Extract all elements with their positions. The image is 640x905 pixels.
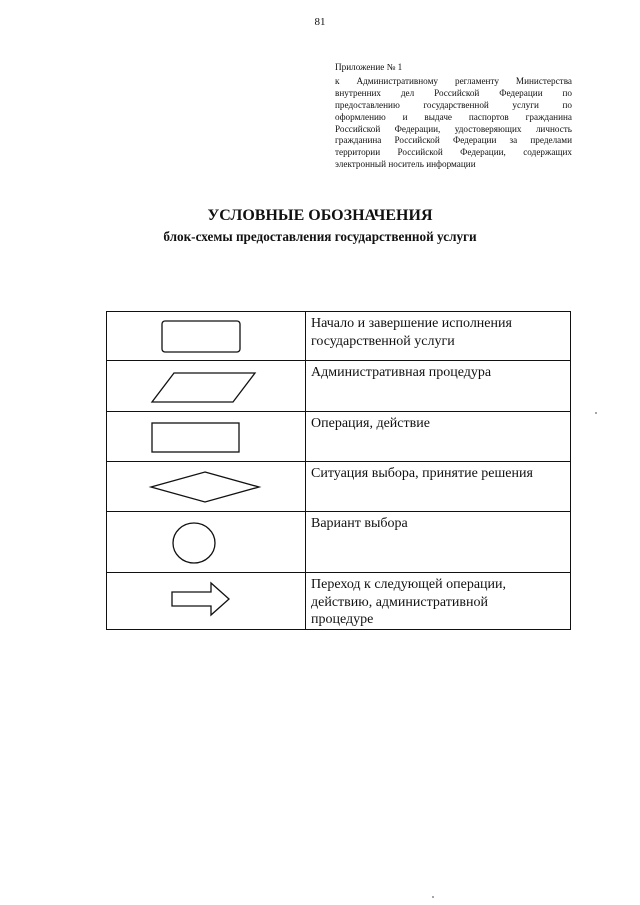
legend-row-decision — [107, 462, 571, 512]
appendix-line: электронный носитель информации — [335, 159, 476, 170]
appendix-line: оформлению и выдаче паспортов гражданина — [335, 111, 572, 122]
legend-description — [306, 512, 571, 573]
legend-description — [306, 412, 571, 462]
appendix-line: гражданина Российской Федерации за пределами — [335, 135, 572, 146]
legend-row-transition — [107, 573, 571, 630]
arrow-shape — [107, 573, 305, 625]
legend-text: процедуре — [311, 612, 374, 627]
page-number: 81 — [314, 16, 326, 28]
legend-text: государственной услуги — [311, 333, 455, 349]
legend-text: Вариант выбора — [311, 516, 408, 531]
legend-symbol-cell — [107, 361, 306, 412]
legend-symbol-cell — [107, 412, 306, 462]
rectangle-shape — [107, 412, 305, 461]
document-title: УСЛОВНЫЕ ОБОЗНАЧЕНИЯ — [207, 207, 433, 224]
legend-description — [306, 573, 571, 630]
scan-speck — [595, 412, 597, 414]
legend-text: Начало и завершение исполнения — [311, 316, 512, 331]
legend-text: Административная процедура — [311, 365, 492, 380]
rounded-rectangle-shape — [107, 312, 305, 360]
legend-text: действию, административной — [311, 594, 488, 610]
appendix-line: к Административному регламенту Министерства — [335, 75, 572, 86]
appendix-note — [335, 62, 572, 171]
scan-speck — [432, 896, 434, 898]
legend-symbol-cell — [107, 462, 306, 512]
legend-row-option — [107, 512, 571, 573]
legend-symbol-cell — [107, 512, 306, 573]
appendix-line: предоставлению государственной услуги по — [335, 99, 572, 110]
legend-text: Переход к следующей операции, — [311, 577, 507, 592]
legend-description — [306, 462, 571, 512]
legend-description — [306, 312, 571, 361]
legend-description — [306, 361, 571, 412]
document-subtitle: блок-схемы предоставления государственной услуги — [163, 229, 477, 244]
appendix-line: внутренних дел Российской Федерации по — [335, 87, 572, 98]
parallelogram-shape — [107, 361, 305, 411]
appendix-line: Российской Федерации, удостоверяющих личность — [335, 123, 572, 134]
legend-text: Ситуация выбора, принятие решения — [311, 466, 533, 481]
legend-symbol-cell — [107, 312, 306, 361]
diamond-shape — [107, 462, 305, 511]
legend-row-procedure — [107, 361, 571, 412]
legend-symbol-cell — [107, 573, 306, 630]
legend-table — [106, 311, 571, 630]
ellipse-shape — [107, 512, 305, 572]
legend-text: Операция, действие — [311, 416, 430, 431]
appendix-line: территории Российской Федерации, содержащих — [335, 147, 572, 158]
legend-row-operation — [107, 412, 571, 462]
appendix-title: Приложение № 1 — [335, 62, 403, 72]
legend-row-terminator — [107, 312, 571, 361]
